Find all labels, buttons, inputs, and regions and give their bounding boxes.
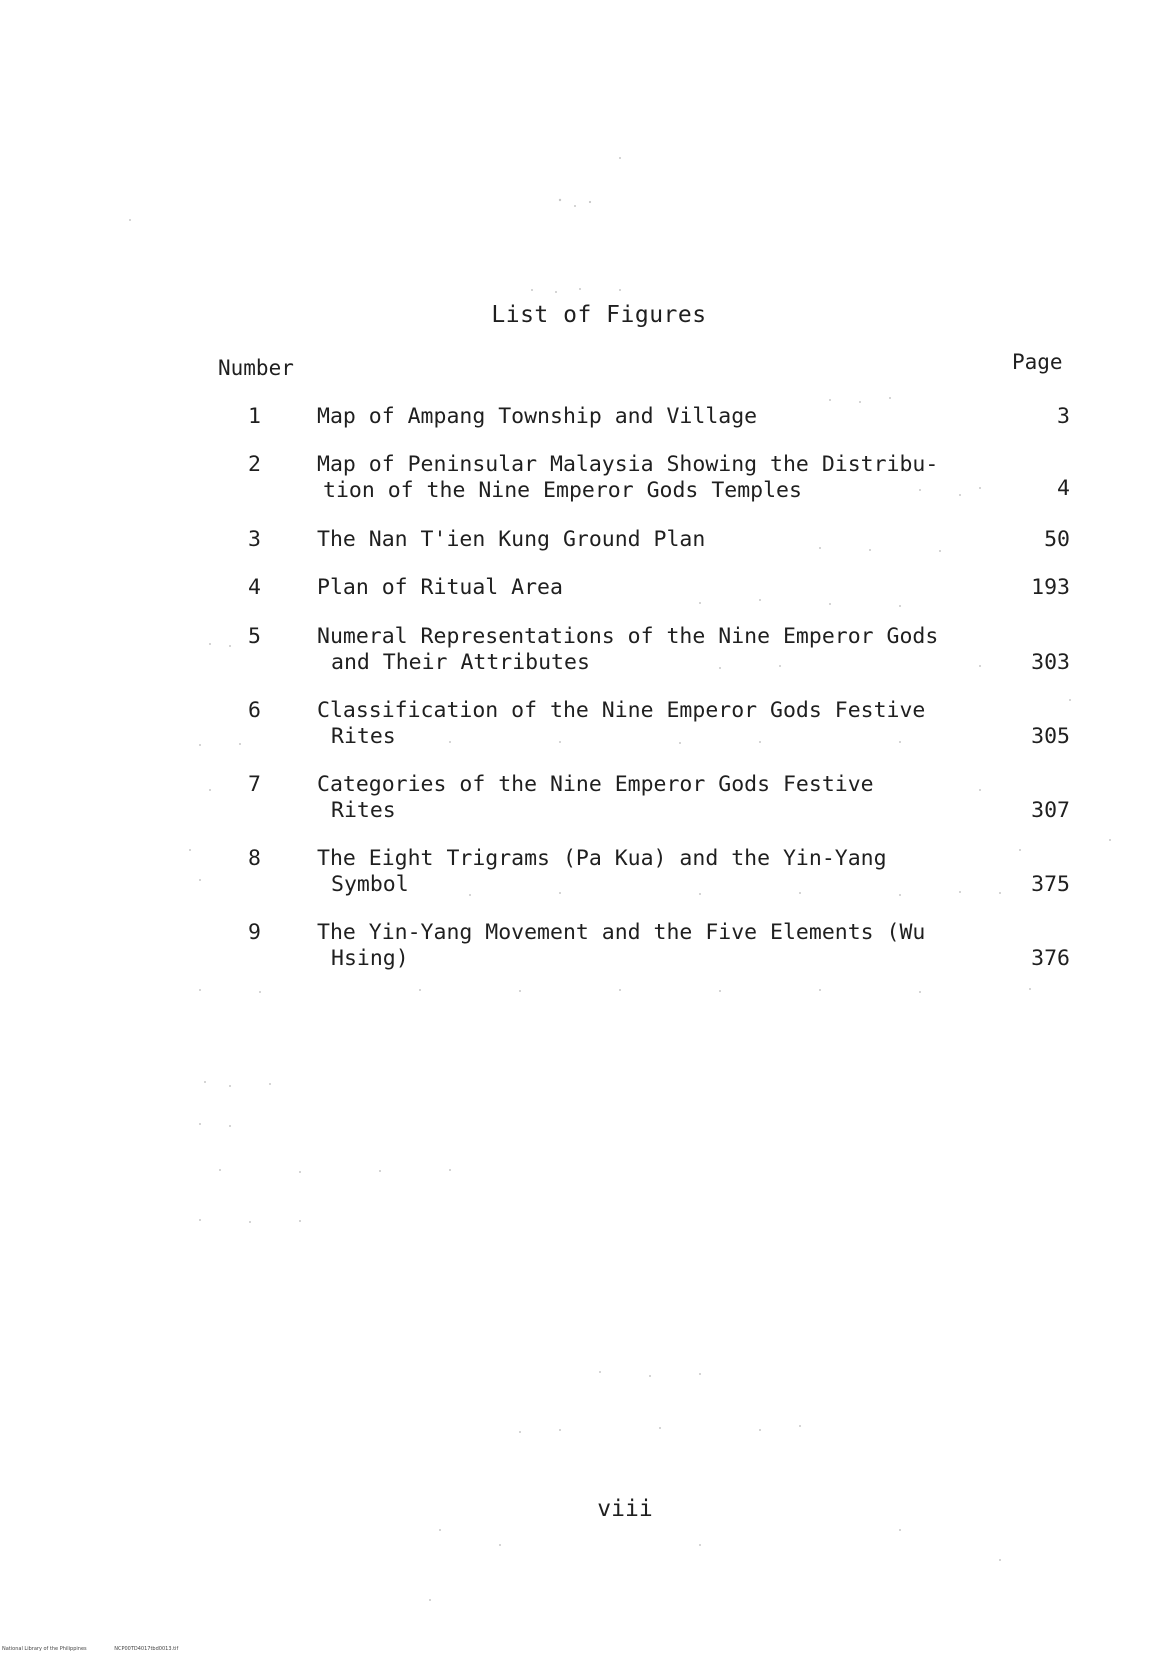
figure-title: Plan of Ritual Area: [317, 575, 563, 600]
figure-number: 5: [248, 624, 261, 649]
figure-number: 7: [248, 772, 261, 797]
figure-page: 307: [1031, 798, 1070, 823]
figure-number: 6: [248, 698, 261, 723]
figure-page: 305: [1031, 724, 1070, 749]
number-column-header: Number: [218, 356, 294, 380]
figure-title: The Nan T'ien Kung Ground Plan: [317, 527, 706, 552]
scan-footer: [2, 1646, 178, 1652]
figure-page: 376: [1031, 946, 1070, 971]
figure-title: The Yin-Yang Movement and the Five Elements (Wu Hsing): [317, 920, 926, 971]
figure-page: 375: [1031, 872, 1070, 897]
figure-number: 3: [248, 527, 261, 552]
figure-number: 9: [248, 920, 261, 945]
figure-page: 193: [1031, 575, 1070, 600]
figure-number: 2: [248, 452, 261, 477]
page-column-header: Page: [1012, 350, 1063, 374]
page-folio: viii: [597, 1496, 653, 1522]
figure-page: 4: [1057, 476, 1070, 501]
figure-page: 303: [1031, 650, 1070, 675]
figure-title: Classification of the Nine Emperor Gods Festive Rites: [317, 698, 926, 749]
figure-title: Map of Peninsular Malaysia Showing the Distribu- tion of the Nine Emperor Gods Temples: [317, 452, 939, 503]
figure-title: Map of Ampang Township and Village: [317, 404, 758, 429]
footer-file: NCP00TD4017tbd0013.tif: [114, 1646, 179, 1652]
figure-page: 50: [1044, 527, 1070, 552]
figure-title: Categories of the Nine Emperor Gods Festive Rites: [317, 772, 874, 823]
figure-number: 8: [248, 846, 261, 871]
figure-page: 3: [1057, 404, 1070, 429]
list-title: List of Figures: [491, 302, 707, 328]
figure-number: 1: [248, 404, 261, 429]
figure-number: 4: [248, 575, 261, 600]
figure-title: The Eight Trigrams (Pa Kua) and the Yin-Yang Symbol: [317, 846, 887, 897]
footer-library: National Library of the Philippines: [2, 1646, 87, 1652]
figure-title: Numeral Representations of the Nine Emperor Gods and Their Attributes: [317, 624, 939, 675]
